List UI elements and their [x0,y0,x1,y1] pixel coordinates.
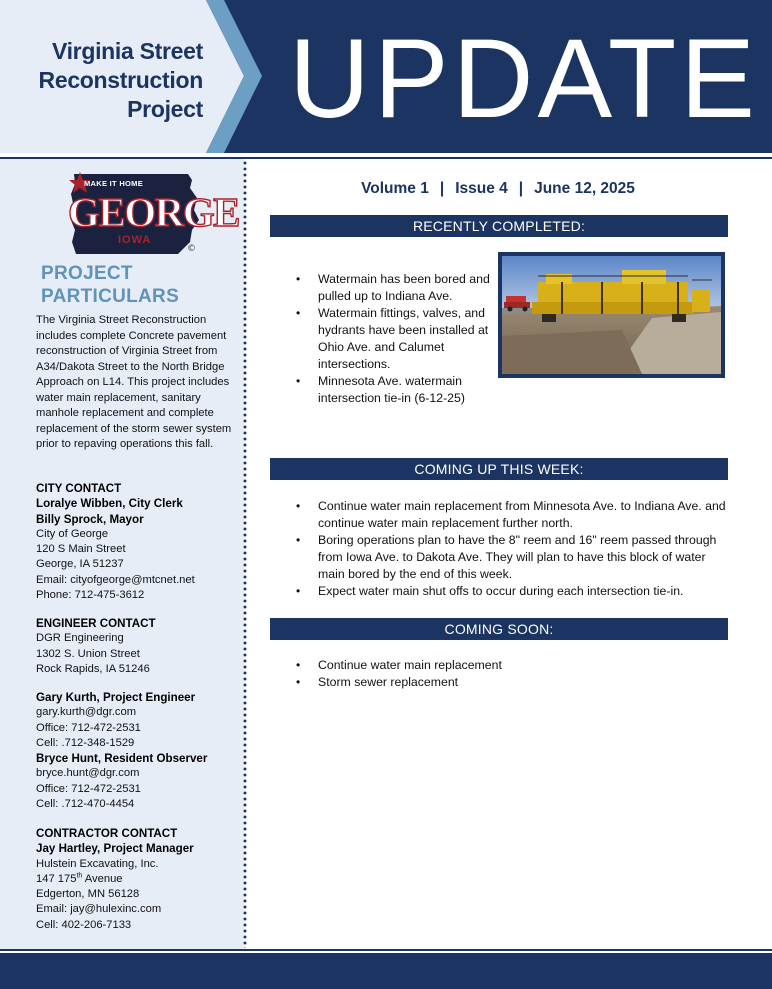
contact-line: 120 S Main Street [36,543,126,556]
contact-line: City of George [36,527,109,540]
list-item: • Continue water main replacement from Minnesota Ave. to Indiana Ave. and continue water main replacement further north. [288,498,728,532]
coming-soon-heading: COMING SOON: [270,618,728,640]
engineer-staff-contacts [36,690,241,812]
logo-copyright-mark: © [187,244,196,254]
contact-line: 1302 S. Union Street [36,647,140,660]
heading-line: PARTICULARS [41,286,180,307]
recently-completed-list [288,271,493,407]
contact-heading: CONTRACTOR CONTACT [36,827,178,840]
footer-divider [0,949,772,951]
contact-name: Gary Kurth, Project Engineer [36,691,196,704]
logo-state: IOWA [118,234,152,246]
coming-up-list [288,498,728,600]
list-item: • Watermain fittings, valves, and hydrants have been installed at Ohio Ave. and Calumet intersections. [288,305,493,373]
list-item: • Expect water main shut offs to occur during each intersection tie-in. [288,583,728,600]
street-name: Avenue [82,872,123,885]
list-item: • Watermain has been bored and pulled up to Indiana Ave. [288,271,493,305]
contact-name: Jay Hartley, Project Manager [36,842,194,856]
contact-line: DGR Engineering [36,632,124,645]
construction-photo-frame [498,252,725,378]
project-title-line: Virginia Street [51,38,203,64]
contact-email[interactable]: gary.kurth@dgr.com [36,706,137,719]
project-particulars-heading [41,262,179,308]
contact-name: Bryce Hunt, Resident Observer [36,752,208,766]
issue-info [270,180,726,198]
contact-phone[interactable]: Office: 712-472-2531 [36,782,141,795]
construction-photo [502,256,721,374]
project-description: The Virginia Street Reconstruction includes complete Concrete pavement reconstruction of Virginia Street from A34/Dakota Street to the North Bridge Approach on L14. This project includes water main replacement, sanitary manhole replacement and complete replacement of the storm sewer system prior to repaving operations this fall. [36,314,232,450]
contact-phone[interactable]: Cell: 402-206-7133 [36,918,132,931]
logo-tagline: MAKE IT HOME [84,179,144,188]
contact-phone[interactable]: Cell: .712-470-4454 [36,798,135,811]
separator: | [518,180,524,197]
contact-line: Hulstein Excavating, Inc. [36,857,159,870]
street-ordinal: th [76,872,83,880]
coming-up-heading: COMING UP THIS WEEK: [270,458,728,480]
volume-label: Volume 1 [361,180,429,197]
list-item: • Minnesota Ave. watermain intersection tie-in (6-12-25) [288,373,493,407]
contact-email[interactable]: Email: cityofgeorge@mtcnet.net [36,573,195,586]
city-contact [36,481,241,603]
contact-phone[interactable]: Cell: .712-348-1529 [36,736,135,749]
contact-street [36,872,241,887]
contact-heading: ENGINEER CONTACT [36,617,156,630]
heading-line: PROJECT [41,263,133,284]
contact-phone[interactable]: Phone: 712-475-3612 [36,589,145,602]
project-title [20,37,203,124]
engineer-contact [36,616,241,677]
list-item: • Boring operations plan to have the 8" reem and 16" reem passed through from Iowa Ave. to Dakota Ave. They will plan to have this block of water main bored by the end of this week. [288,532,728,583]
project-title-line: Project [127,96,203,122]
logo-wordmark: GEORGE [68,189,239,235]
contact-name: Loralye Wibben, City Clerk [36,497,183,511]
contact-line: George, IA 51237 [36,558,124,571]
contact-line: Rock Rapids, IA 51246 [36,662,150,675]
list-item: • Storm sewer replacement [288,674,728,691]
street-number: 147 175 [36,872,77,885]
recently-completed-heading: RECENTLY COMPLETED: [270,215,728,237]
contact-email[interactable]: bryce.hunt@dgr.com [36,767,140,780]
contact-line: Edgerton, MN 56128 [36,888,140,901]
contact-email[interactable]: Email: jay@hulexinc.com [36,903,162,916]
issue-label: Issue 4 [455,180,508,197]
footer-bar [0,953,772,989]
coming-soon-list [288,657,728,691]
issue-date: June 12, 2025 [534,180,635,197]
header-banner [0,0,772,153]
contact-phone[interactable]: Office: 712-472-2531 [36,721,141,734]
contact-name: Billy Sprock, Mayor [36,512,144,526]
list-item: • Continue water main replacement [288,657,728,674]
contact-heading: CITY CONTACT [36,482,122,495]
dotted-divider [243,160,247,948]
update-title: UPDATE [289,16,759,141]
contractor-contact [36,826,241,933]
project-title-line: Reconstruction [38,67,203,93]
separator: | [439,180,445,197]
